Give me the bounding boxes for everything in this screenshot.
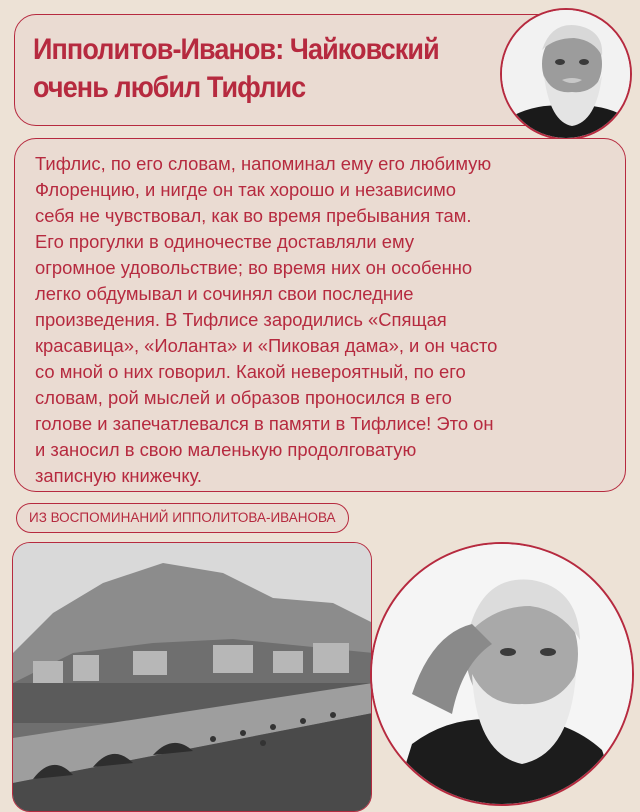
- source-tag: ИЗ ВОСПОМИНАНИЙ ИППОЛИТОВА-ИВАНОВА: [16, 503, 349, 533]
- title-card: [14, 14, 574, 126]
- quote-text: Тифлис, по его словам, напоминал ему его любимую Флоренцию, и нигде он так хорошо и независимо себя не чувствовал, как во время пребывания там. Его прогулки в одиночестве доставляли ему огромное удовольствие; во время них он особенно легко обдумывал и сочинял свои последние произведения. В Тифлисе зародились «Спящая красавица», «Иоланта» и «Пиковая дама», и он часто со мной о них говорил. Какой невероятный, по его словам, рой мыслей и образов проносился в его голове и запечатлевался в памяти в Тифлисе! Это он и заносил в свою маленькую продолговатую записную книжечку.: [35, 153, 498, 486]
- quote-card: [14, 138, 626, 492]
- ippolitov-ivanov-portrait: [500, 8, 632, 140]
- tchaikovsky-portrait: [370, 542, 634, 806]
- page-title: Ипполитов-Иванов: Чайковский очень любил Тифлис: [33, 33, 439, 104]
- tiflis-city-photo: [12, 542, 372, 812]
